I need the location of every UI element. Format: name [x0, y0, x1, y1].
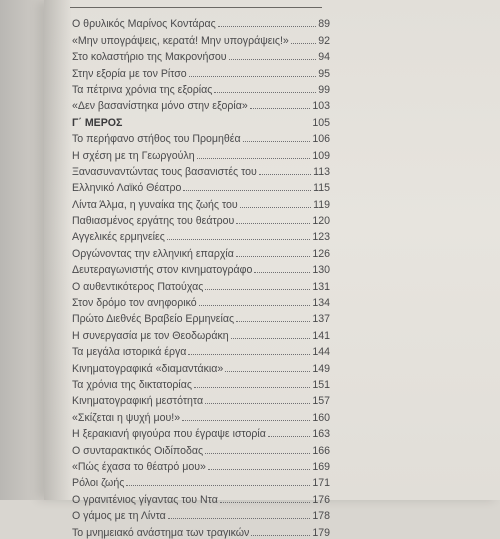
toc-entry-title: Ρόλοι ζωής — [72, 477, 125, 490]
toc-leader-dots — [182, 420, 310, 421]
toc-entry — [72, 129, 330, 145]
toc-entry — [72, 342, 330, 358]
toc-entry-title: Κινηματογραφικά «διαμαντάκια» — [72, 362, 224, 375]
toc-entry — [72, 14, 330, 30]
toc-entry — [72, 276, 330, 292]
toc-leader-dots — [188, 354, 310, 355]
toc-leader-dots — [243, 141, 311, 142]
toc-page-number: 103 — [312, 100, 330, 113]
toc-entry — [72, 194, 330, 210]
toc-entry-title: Ο συνταρακτικός Οιδίποδας — [72, 444, 204, 457]
toc-leader-dots — [220, 502, 310, 503]
toc-leader-dots — [194, 387, 310, 388]
toc-leader-dots — [197, 158, 311, 159]
toc-entry-title: Πρώτο Διεθνές Βραβείο Ερμηνείας — [72, 313, 235, 326]
toc-page-number: 178 — [312, 510, 330, 523]
toc-page-number: 141 — [312, 329, 330, 342]
toc-entry-title: Τα χρόνια της δικτατορίας — [72, 378, 192, 391]
toc-page-number: 99 — [318, 83, 330, 96]
toc-leader-dots — [199, 305, 311, 306]
toc-page-number: 92 — [318, 34, 330, 47]
toc-entry — [72, 260, 330, 276]
toc-entry — [72, 325, 330, 341]
toc-entry-title: Στο κολαστήριο της Μακρονήσου — [72, 51, 227, 64]
page-gutter-shadow — [44, 0, 72, 500]
toc-leader-dots — [205, 289, 310, 290]
toc-leader-dots — [205, 453, 310, 454]
toc-page-number: 115 — [313, 182, 330, 195]
toc-entry — [72, 489, 330, 505]
toc-entry — [72, 227, 330, 243]
toc-section-heading — [72, 112, 330, 128]
toc-entry-title: Ο γάμος με τη Λίντα — [72, 510, 166, 523]
top-rule — [70, 0, 322, 8]
toc-entry — [72, 47, 330, 63]
toc-page-number: 106 — [312, 133, 330, 146]
toc-page-number: 179 — [312, 526, 330, 539]
toc-entry-title: Το περήφανο στήθος του Προμηθέα — [72, 133, 241, 146]
toc-leader-dots — [236, 321, 310, 322]
toc-leader-dots — [240, 207, 311, 208]
toc-page-number: 171 — [312, 477, 330, 490]
toc-page-number: 94 — [318, 51, 330, 64]
toc-entry — [72, 243, 330, 259]
toc-page-number: 119 — [313, 198, 330, 211]
toc-entry — [72, 457, 330, 473]
toc-page-number: 131 — [312, 280, 330, 293]
toc-entry-title: «Μην υπογράψεις, κερατά! Μην υπογράψεις!» — [72, 34, 289, 47]
toc-page-number: 160 — [312, 411, 330, 424]
toc-entry-title: Γ΄ ΜΕΡΟΣ — [72, 116, 123, 129]
toc-entry-title: Ξανασυναντώντας τους βασανιστές του — [72, 165, 257, 178]
toc-page-number: 151 — [312, 378, 330, 391]
toc-leader-dots — [250, 108, 311, 109]
toc-entry-title: Στην εξορία με τον Ρίτσο — [72, 67, 187, 80]
toc-entry-title: Η σχέση με τη Γεωργούλη — [72, 149, 195, 162]
toc-page-number: 95 — [318, 67, 330, 80]
toc-entry-title: «Πώς έχασα το θέατρό μου» — [72, 460, 206, 473]
toc-entry — [72, 293, 330, 309]
toc-leader-dots — [254, 272, 310, 273]
toc-entry — [72, 96, 330, 112]
toc-entry — [72, 80, 330, 96]
toc-entry-title: Κινηματογραφική μεστότητα — [72, 395, 204, 408]
toc-entry-title: Τα μεγάλα ιστορικά έργα — [72, 346, 187, 359]
toc-entry — [72, 522, 330, 538]
toc-page-number: 176 — [312, 493, 330, 506]
toc-leader-dots — [268, 436, 310, 437]
toc-page-number: 144 — [312, 346, 330, 359]
toc-entry — [72, 145, 330, 161]
toc-leader-dots — [236, 223, 310, 224]
toc-entry-title: Ο αυθεντικότερος Πατούχας — [72, 280, 204, 293]
toc-entry — [72, 358, 330, 374]
toc-leader-dots — [251, 535, 310, 536]
toc-entry — [72, 63, 330, 79]
toc-page-number: 130 — [312, 264, 330, 277]
toc-leader-dots — [214, 92, 316, 93]
toc-leader-dots — [225, 371, 310, 372]
toc-leader-dots — [259, 174, 311, 175]
toc-entry — [72, 211, 330, 227]
toc-leader-dots — [218, 26, 316, 27]
toc-leader-dots — [167, 239, 310, 240]
toc-leader-dots — [208, 469, 310, 470]
toc-page-number: 113 — [313, 165, 330, 178]
toc-entry-title: Το μνημειακό ανάστημα των τραγικών — [72, 526, 250, 539]
toc-page-number: 123 — [312, 231, 330, 244]
toc-entry-title: «Σκίζεται η ψυχή μου!» — [72, 411, 181, 424]
toc-entry-title: Η συνεργασία με τον Θεοδωράκη — [72, 329, 229, 342]
toc-page-number: 126 — [312, 247, 330, 260]
toc-leader-dots — [126, 485, 310, 486]
toc-leader-dots — [124, 125, 310, 126]
toc-entry-title: Τα πέτρινα χρόνια της εξορίας — [72, 83, 213, 96]
toc-page-number: 134 — [312, 297, 330, 310]
toc-leader-dots — [236, 256, 310, 257]
toc-leader-dots — [229, 59, 317, 60]
table-of-contents — [72, 14, 330, 539]
toc-entry-title: Οργώνοντας την ελληνική επαρχία — [72, 247, 234, 260]
toc-leader-dots — [183, 190, 311, 191]
toc-page-number: 109 — [312, 149, 330, 162]
toc-entry — [72, 473, 330, 489]
toc-page-number: 120 — [312, 215, 330, 228]
toc-entry — [72, 162, 330, 178]
toc-leader-dots — [189, 76, 317, 77]
toc-leader-dots — [205, 403, 310, 404]
toc-page-number: 89 — [318, 18, 330, 31]
toc-leader-dots — [231, 338, 311, 339]
toc-entry-title: Η ξερακιανή φιγούρα που έγραψε ιστορία — [72, 428, 266, 441]
toc-page-number: 166 — [312, 444, 330, 457]
toc-entry-title: Παθιασμένος εργάτης του θεάτρου — [72, 215, 235, 228]
toc-leader-dots — [168, 518, 311, 519]
toc-entry — [72, 309, 330, 325]
toc-page-number: 157 — [312, 395, 330, 408]
toc-entry — [72, 391, 330, 407]
toc-entry-title: Ο γρανιτένιος γίγαντας του Ντα — [72, 493, 218, 506]
toc-entry-title: Ο θρυλικός Μαρίνος Κοντάρας — [72, 18, 216, 31]
toc-entry — [72, 375, 330, 391]
toc-page-number: 163 — [312, 428, 330, 441]
toc-page-number: 169 — [312, 460, 330, 473]
toc-page-number: 149 — [312, 362, 330, 375]
toc-entry — [72, 506, 330, 522]
toc-entry — [72, 407, 330, 423]
toc-entry — [72, 30, 330, 46]
toc-entry-title: «Δεν βασανίστηκα μόνο στην εξορία» — [72, 100, 248, 113]
toc-entry-title: Στον δρόμο τον ανηφορικό — [72, 297, 197, 310]
toc-entry — [72, 178, 330, 194]
toc-entry — [72, 440, 330, 456]
toc-page-number: 105 — [312, 116, 330, 129]
toc-entry-title: Ελληνικό Λαϊκό Θέατρο — [72, 182, 182, 195]
toc-leader-dots — [291, 43, 316, 44]
toc-entry — [72, 424, 330, 440]
toc-entry-title: Αγγελικές ερμηνείες — [72, 231, 165, 244]
toc-entry-title: Δευτεραγωνιστής στον κινηματογράφο — [72, 264, 253, 277]
toc-page-number: 137 — [312, 313, 330, 326]
toc-entry-title: Λίντα Άλμα, η γυναίκα της ζωής του — [72, 198, 238, 211]
